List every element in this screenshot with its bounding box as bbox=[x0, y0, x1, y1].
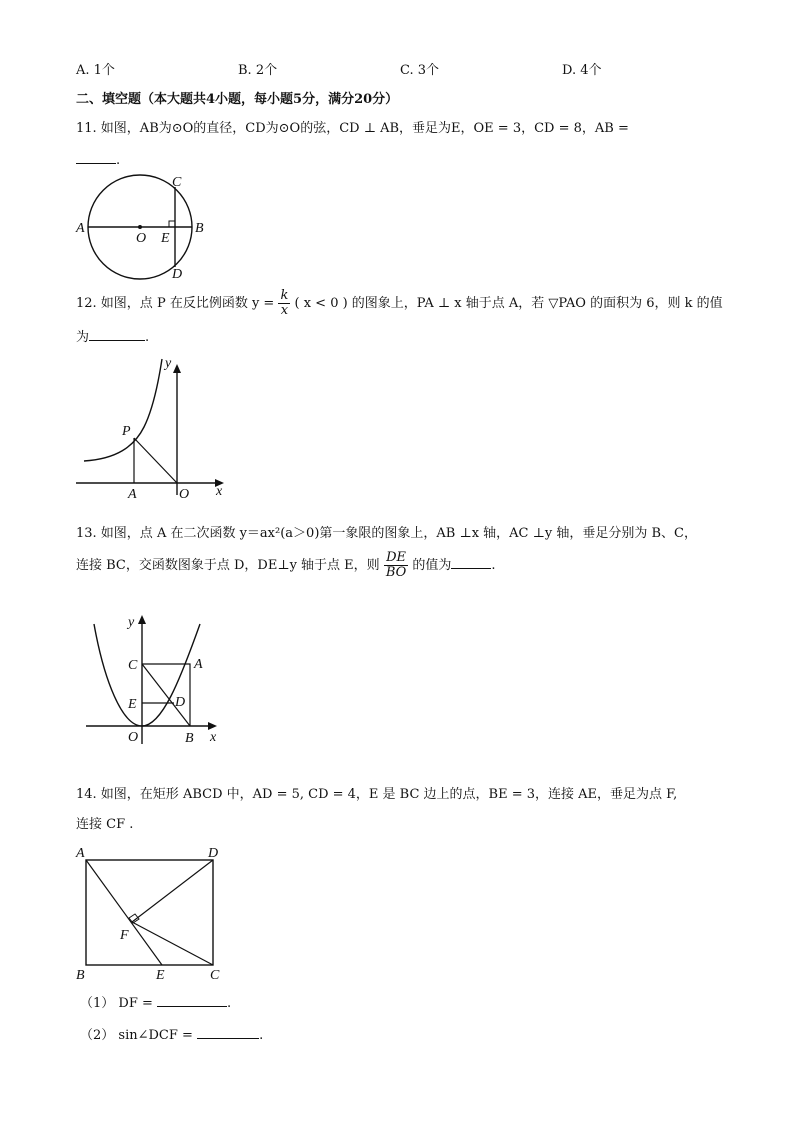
option-b: B. 2个 bbox=[238, 63, 278, 78]
fig11-label-d: D bbox=[172, 267, 183, 282]
q13-blank bbox=[451, 556, 491, 569]
q12-blank bbox=[89, 328, 145, 341]
fig13-label-e: E bbox=[128, 697, 137, 712]
fig11-center-dot bbox=[138, 225, 142, 229]
fig13-parabola bbox=[94, 624, 200, 726]
q11-blank bbox=[76, 151, 116, 164]
fig14-label-f: F bbox=[120, 928, 129, 943]
fig11-label-o: O bbox=[136, 231, 147, 246]
fig14-segment-ae bbox=[86, 860, 162, 965]
fig13-label-b: B bbox=[185, 731, 194, 746]
fig12-hyperbola bbox=[84, 359, 162, 461]
fig14-segment-df bbox=[132, 860, 213, 922]
q12-end: . bbox=[145, 330, 150, 345]
fig14-label-d: D bbox=[208, 846, 219, 861]
fig14-rectangle-abcd bbox=[86, 860, 213, 965]
q12-line1-a: 12. 如图，点 P 在反比例函数 y = bbox=[76, 296, 275, 311]
fig12-segment-po bbox=[134, 438, 177, 483]
fig12-label-p: P bbox=[122, 424, 131, 439]
q13-fraction bbox=[384, 551, 408, 580]
fig14-label-c: C bbox=[210, 968, 220, 983]
q13-line2 bbox=[76, 551, 496, 580]
q13-end: . bbox=[491, 558, 496, 573]
q12-frac-den: x bbox=[280, 303, 289, 318]
fig12-label-x: x bbox=[216, 484, 223, 499]
q13-frac-num: DE bbox=[384, 551, 408, 566]
fig12-label-a: A bbox=[128, 487, 137, 502]
fig11-label-b: B bbox=[195, 221, 204, 236]
q14-line1: 14. 如图，在矩形 ABCD 中，AD = 5, CD = 4，E 是 BC 边上的点，BE = 3，连接 AE，垂足为点 F, bbox=[76, 787, 678, 802]
fig14-label-a: A bbox=[76, 846, 85, 861]
section-heading: 二、填空题（本大题共4小题，每小题5分，满分20分） bbox=[76, 92, 399, 107]
figure-12 bbox=[76, 355, 236, 505]
fig13-label-x: x bbox=[210, 730, 217, 745]
figure-14 bbox=[76, 845, 236, 985]
q14-sub2-text: （2） sin∠DCF = bbox=[80, 1028, 193, 1043]
q11-end: . bbox=[116, 153, 121, 168]
q14-sub1-end: . bbox=[227, 996, 232, 1011]
q12-fraction bbox=[278, 289, 290, 318]
fig13-x-arrow bbox=[208, 722, 217, 730]
fig11-label-c: C bbox=[172, 175, 182, 190]
q13-line2-a: 连接 BC，交函数图象于点 D，DE⊥y 轴于点 E，则 bbox=[76, 558, 380, 573]
figure-13 bbox=[84, 610, 234, 750]
fig13-label-y: y bbox=[128, 615, 135, 630]
q13-line2-b: 的值为 bbox=[412, 558, 452, 573]
fig14-label-e: E bbox=[156, 968, 165, 983]
option-c: C. 3个 bbox=[400, 63, 440, 78]
fig11-label-e: E bbox=[161, 231, 170, 246]
fig11-label-a: A bbox=[76, 221, 85, 236]
fig12-y-arrow bbox=[173, 364, 181, 373]
option-d: D. 4个 bbox=[562, 63, 602, 78]
q11-answer-line bbox=[76, 151, 120, 170]
option-a: A. 1个 bbox=[76, 63, 115, 78]
fig14-label-b: B bbox=[76, 968, 85, 983]
fig12-label-o: O bbox=[179, 487, 190, 502]
fig13-label-d: D bbox=[175, 695, 186, 710]
fig12-label-y: y bbox=[165, 356, 172, 371]
q11-text: 11. 如图，AB为⊙O的直径，CD为⊙O的弦，CD ⊥ AB，垂足为E，OE = 3，CD = 8，AB = bbox=[76, 121, 629, 136]
q12-line2 bbox=[76, 328, 149, 347]
fig13-y-arrow bbox=[138, 615, 146, 624]
q14-sub2-blank bbox=[197, 1026, 259, 1039]
fig13-label-c: C bbox=[128, 658, 138, 673]
q13-line1: 13. 如图，点 A 在二次函数 y＝ax²(a＞0)第一象限的图象上，AB ⊥x 轴，AC ⊥y 轴，垂足分别为 B、C， bbox=[76, 526, 697, 541]
fig13-label-o: O bbox=[128, 730, 139, 745]
q14-sub2-end: . bbox=[259, 1028, 264, 1043]
q12-line2-text: 为 bbox=[76, 330, 90, 345]
q12-line1-b: ( x < 0 ) 的图象上，PA ⊥ x 轴于点 A，若 ▽PAO 的面积为 6，则 k 的值 bbox=[294, 296, 723, 311]
q14-line2: 连接 CF . bbox=[76, 817, 134, 832]
q14-sub1-text: （1） DF = bbox=[80, 996, 153, 1011]
fig11-right-angle bbox=[169, 221, 175, 227]
fig13-label-a: A bbox=[194, 657, 203, 672]
q14-sub2 bbox=[80, 1026, 263, 1045]
q12-frac-num: k bbox=[280, 288, 289, 303]
q12-line1 bbox=[76, 289, 723, 318]
q13-frac-den: BO bbox=[385, 565, 407, 580]
fig14-segment-cf bbox=[132, 922, 213, 965]
q14-sub1 bbox=[80, 994, 231, 1013]
figure-11 bbox=[70, 172, 230, 282]
q14-sub1-blank bbox=[157, 994, 227, 1007]
